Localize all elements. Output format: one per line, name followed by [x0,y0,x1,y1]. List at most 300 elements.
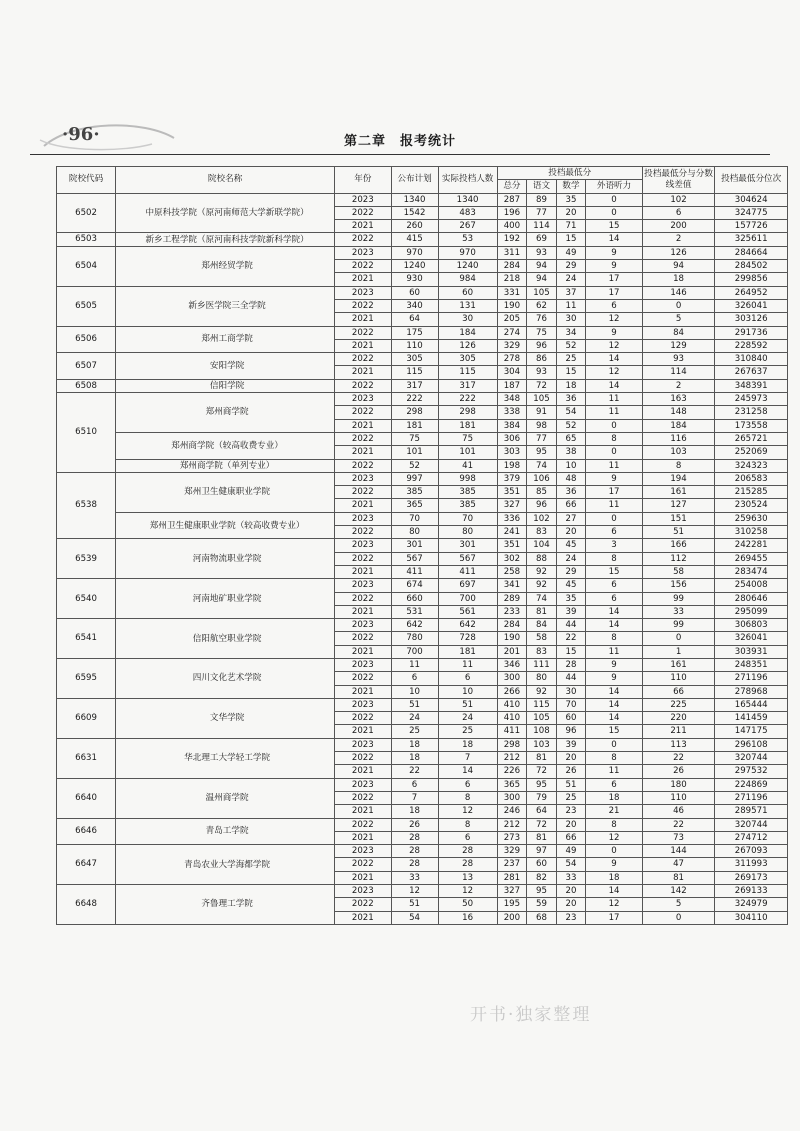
cell-rank: 297532 [715,765,788,778]
cell-actual: 998 [438,472,497,485]
cell-plan: 1542 [391,206,438,219]
cell-chinese: 92 [527,685,557,698]
cell-plan: 6 [391,778,438,791]
cell-diff: 66 [642,685,715,698]
cell-year: 2022 [335,672,391,685]
cell-chinese: 88 [527,552,557,565]
cell-code: 6510 [57,393,116,473]
cell-total: 306 [497,432,527,445]
cell-total: 187 [497,379,527,392]
cell-total: 198 [497,459,527,472]
cell-rank: 254008 [715,579,788,592]
cell-plan: 75 [391,432,438,445]
cell-plan: 365 [391,499,438,512]
cell-diff: 26 [642,765,715,778]
cell-code: 6538 [57,472,116,538]
cell-plan: 10 [391,685,438,698]
cell-math: 48 [556,472,586,485]
cell-plan: 997 [391,472,438,485]
cell-year: 2021 [335,605,391,618]
cell-total: 246 [497,805,527,818]
cell-plan: 385 [391,486,438,499]
cell-math: 29 [556,260,586,273]
cell-total: 336 [497,512,527,525]
cell-actual: 6 [438,672,497,685]
cell-math: 27 [556,512,586,525]
cell-total: 201 [497,645,527,658]
cell-plan: 18 [391,738,438,751]
table-row [57,698,788,711]
cell-actual: 385 [438,499,497,512]
table-row [57,619,788,632]
cell-math: 20 [556,752,586,765]
cell-diff: 146 [642,286,715,299]
table-row [57,778,788,791]
cell-year: 2022 [335,818,391,831]
cell-actual: 75 [438,432,497,445]
cell-year: 2021 [335,419,391,432]
cell-listening: 9 [586,326,642,339]
cell-total: 400 [497,220,527,233]
cell-math: 54 [556,858,586,871]
table-body [57,193,788,924]
cell-year: 2022 [335,432,391,445]
cell-rank: 320744 [715,818,788,831]
cell-math: 20 [556,818,586,831]
cell-chinese: 76 [527,313,557,326]
table-row [57,539,788,552]
cell-rank: 157726 [715,220,788,233]
cell-chinese: 94 [527,260,557,273]
cell-plan: 24 [391,712,438,725]
cell-plan: 28 [391,831,438,844]
cell-total: 327 [497,499,527,512]
cell-math: 96 [556,725,586,738]
cell-rank: 291736 [715,326,788,339]
cell-total: 304 [497,366,527,379]
cell-rank: 299856 [715,273,788,286]
cell-listening: 14 [586,605,642,618]
cell-rank: 324323 [715,459,788,472]
cell-total: 384 [497,419,527,432]
cell-total: 241 [497,526,527,539]
cell-total: 274 [497,326,527,339]
cell-actual: 80 [438,526,497,539]
cell-diff: 84 [642,326,715,339]
cell-diff: 51 [642,526,715,539]
cell-diff: 0 [642,299,715,312]
cell-actual: 10 [438,685,497,698]
page-header [30,118,770,158]
page-number: ·96· [62,124,100,145]
cell-plan: 6 [391,672,438,685]
cell-math: 22 [556,632,586,645]
cell-chinese: 60 [527,858,557,871]
cell-actual: 181 [438,645,497,658]
col-header-code: 院校代码 [57,167,116,194]
cell-chinese: 81 [527,752,557,765]
cell-plan: 115 [391,366,438,379]
cell-year: 2022 [335,526,391,539]
cell-listening: 6 [586,526,642,539]
cell-math: 66 [556,499,586,512]
cell-actual: 1240 [438,260,497,273]
cell-rank: 295099 [715,605,788,618]
cell-plan: 317 [391,379,438,392]
cell-actual: 267 [438,220,497,233]
cell-listening: 9 [586,672,642,685]
cell-total: 341 [497,579,527,592]
cell-actual: 1340 [438,193,497,206]
cell-listening: 17 [586,273,642,286]
cell-total: 237 [497,858,527,871]
cell-chinese: 92 [527,579,557,592]
cell-listening: 8 [586,432,642,445]
cell-chinese: 83 [527,645,557,658]
cell-actual: 298 [438,406,497,419]
cell-total: 273 [497,831,527,844]
cell-chinese: 64 [527,805,557,818]
cell-year: 2021 [335,313,391,326]
cell-listening: 8 [586,632,642,645]
cell-diff: 47 [642,858,715,871]
cell-plan: 7 [391,791,438,804]
cell-chinese: 114 [527,220,557,233]
cell-actual: 6 [438,778,497,791]
cell-rank: 141459 [715,712,788,725]
cell-math: 44 [556,672,586,685]
cell-year: 2023 [335,286,391,299]
cell-diff: 161 [642,658,715,671]
cell-plan: 301 [391,539,438,552]
cell-math: 18 [556,379,586,392]
cell-listening: 6 [586,778,642,791]
cell-year: 2021 [335,685,391,698]
cell-rank: 271196 [715,791,788,804]
table-row [57,738,788,751]
cell-school-name: 郑州商学院（较高收费专业） [116,432,335,459]
cell-chinese: 105 [527,286,557,299]
cell-year: 2023 [335,619,391,632]
cell-chinese: 89 [527,193,557,206]
cell-year: 2023 [335,246,391,259]
cell-math: 49 [556,845,586,858]
cell-rank: 267093 [715,845,788,858]
cell-math: 24 [556,273,586,286]
cell-total: 410 [497,712,527,725]
cell-total: 300 [497,672,527,685]
cell-rank: 242281 [715,539,788,552]
table-row [57,845,788,858]
cell-year: 2021 [335,645,391,658]
cell-math: 49 [556,246,586,259]
cell-plan: 260 [391,220,438,233]
cell-listening: 14 [586,619,642,632]
cell-diff: 81 [642,871,715,884]
cell-school-name: 郑州商学院（单列专业） [116,459,335,472]
col-header-math: 数学 [556,180,586,193]
cell-diff: 93 [642,353,715,366]
cell-rank: 326041 [715,632,788,645]
cell-listening: 9 [586,658,642,671]
cell-chinese: 105 [527,393,557,406]
cell-total: 365 [497,778,527,791]
cell-year: 2022 [335,632,391,645]
cell-year: 2021 [335,446,391,459]
cell-plan: 25 [391,725,438,738]
cell-year: 2023 [335,579,391,592]
cell-chinese: 96 [527,339,557,352]
cell-diff: 211 [642,725,715,738]
cell-school-name: 河南地矿职业学院 [116,579,335,619]
cell-diff: 126 [642,246,715,259]
cell-school-name: 华北理工大学轻工学院 [116,738,335,778]
cell-math: 52 [556,419,586,432]
cell-math: 20 [556,898,586,911]
cell-diff: 99 [642,592,715,605]
cell-diff: 103 [642,446,715,459]
table-row [57,432,788,445]
cell-actual: 970 [438,246,497,259]
cell-plan: 33 [391,871,438,884]
cell-listening: 11 [586,645,642,658]
table-row [57,379,788,392]
cell-year: 2023 [335,472,391,485]
cell-actual: 28 [438,845,497,858]
cell-chinese: 75 [527,326,557,339]
cell-actual: 24 [438,712,497,725]
cell-code: 6503 [57,233,116,246]
cell-plan: 18 [391,805,438,818]
cell-listening: 18 [586,871,642,884]
cell-listening: 9 [586,260,642,273]
cell-chinese: 58 [527,632,557,645]
cell-math: 36 [556,393,586,406]
cell-math: 45 [556,579,586,592]
cell-school-name: 郑州卫生健康职业学院（较高收费专业） [116,512,335,539]
cell-listening: 14 [586,685,642,698]
cell-total: 411 [497,725,527,738]
cell-diff: 151 [642,512,715,525]
cell-total: 200 [497,911,527,924]
cell-code: 6595 [57,658,116,698]
cell-plan: 175 [391,326,438,339]
cell-actual: 561 [438,605,497,618]
cell-actual: 53 [438,233,497,246]
cell-math: 29 [556,565,586,578]
cell-actual: 12 [438,885,497,898]
cell-actual: 126 [438,339,497,352]
cell-diff: 1 [642,645,715,658]
cell-chinese: 95 [527,446,557,459]
cell-total: 351 [497,486,527,499]
cell-rank: 245973 [715,393,788,406]
cell-year: 2021 [335,339,391,352]
cell-math: 66 [556,831,586,844]
cell-rank: 303126 [715,313,788,326]
cell-diff: 180 [642,778,715,791]
cell-chinese: 102 [527,512,557,525]
cell-listening: 12 [586,831,642,844]
cell-actual: 70 [438,512,497,525]
cell-listening: 8 [586,818,642,831]
cell-code: 6647 [57,845,116,885]
cell-school-name: 信阳学院 [116,379,335,392]
cell-diff: 102 [642,193,715,206]
cell-total: 338 [497,406,527,419]
cell-listening: 17 [586,286,642,299]
cell-math: 37 [556,286,586,299]
cell-school-name: 中原科技学院（原河南师范大学新联学院） [116,193,335,233]
cell-plan: 80 [391,526,438,539]
cell-listening: 11 [586,459,642,472]
cell-rank: 304624 [715,193,788,206]
cell-diff: 6 [642,206,715,219]
cell-chinese: 83 [527,526,557,539]
admission-stats-table [56,166,788,925]
cell-year: 2022 [335,712,391,725]
cell-year: 2023 [335,512,391,525]
cell-math: 44 [556,619,586,632]
cell-code: 6507 [57,353,116,380]
cell-rank: 311993 [715,858,788,871]
cell-chinese: 72 [527,818,557,831]
cell-total: 298 [497,738,527,751]
cell-listening: 14 [586,353,642,366]
cell-actual: 14 [438,765,497,778]
cell-plan: 26 [391,818,438,831]
cell-plan: 411 [391,565,438,578]
cell-listening: 0 [586,206,642,219]
cell-listening: 12 [586,339,642,352]
cell-code: 6502 [57,193,116,233]
col-header-rank: 投档最低分位次 [715,167,788,194]
cell-listening: 17 [586,911,642,924]
cell-year: 2023 [335,845,391,858]
cell-math: 15 [556,366,586,379]
cell-diff: 0 [642,632,715,645]
cell-rank: 228592 [715,339,788,352]
cell-chinese: 115 [527,698,557,711]
cell-plan: 28 [391,858,438,871]
cell-school-name: 齐鲁理工学院 [116,885,335,925]
cell-actual: 16 [438,911,497,924]
cell-rank: 264952 [715,286,788,299]
cell-rank: 230524 [715,499,788,512]
cell-school-name: 安阳学院 [116,353,335,380]
cell-actual: 13 [438,871,497,884]
cell-math: 71 [556,220,586,233]
cell-math: 15 [556,233,586,246]
cell-math: 33 [556,871,586,884]
cell-listening: 15 [586,220,642,233]
cell-plan: 181 [391,419,438,432]
cell-plan: 12 [391,885,438,898]
cell-math: 23 [556,805,586,818]
cell-diff: 0 [642,911,715,924]
cell-rank: 325611 [715,233,788,246]
cell-listening: 12 [586,313,642,326]
cell-diff: 200 [642,220,715,233]
cell-diff: 94 [642,260,715,273]
cell-listening: 0 [586,512,642,525]
cell-diff: 110 [642,672,715,685]
cell-rank: 206583 [715,472,788,485]
table-header-row [57,167,788,180]
cell-math: 25 [556,353,586,366]
cell-diff: 22 [642,752,715,765]
cell-rank: 284502 [715,260,788,273]
cell-diff: 58 [642,565,715,578]
cell-chinese: 77 [527,206,557,219]
cell-plan: 52 [391,459,438,472]
cell-year: 2022 [335,299,391,312]
table-row [57,353,788,366]
cell-actual: 728 [438,632,497,645]
cell-listening: 9 [586,246,642,259]
cell-listening: 0 [586,446,642,459]
cell-code: 6609 [57,698,116,738]
cell-plan: 642 [391,619,438,632]
cell-code: 6631 [57,738,116,778]
cell-actual: 567 [438,552,497,565]
cell-code: 6505 [57,286,116,326]
cell-actual: 50 [438,898,497,911]
cell-rank: 303931 [715,645,788,658]
cell-total: 287 [497,193,527,206]
cell-rank: 306803 [715,619,788,632]
cell-year: 2021 [335,725,391,738]
cell-plan: 54 [391,911,438,924]
table-row [57,885,788,898]
cell-code: 6540 [57,579,116,619]
cell-school-name: 文华学院 [116,698,335,738]
cell-chinese: 93 [527,366,557,379]
cell-chinese: 79 [527,791,557,804]
cell-actual: 28 [438,858,497,871]
cell-listening: 14 [586,233,642,246]
cell-school-name: 新乡工程学院（原河南科技学院新科学院） [116,233,335,246]
cell-plan: 298 [391,406,438,419]
col-header-min-group: 投档最低分 [497,167,642,180]
cell-actual: 41 [438,459,497,472]
cell-actual: 131 [438,299,497,312]
cell-rank: 278968 [715,685,788,698]
cell-chinese: 86 [527,353,557,366]
table-row [57,246,788,259]
cell-math: 60 [556,712,586,725]
cell-year: 2022 [335,233,391,246]
cell-listening: 17 [586,486,642,499]
cell-plan: 51 [391,898,438,911]
cell-math: 65 [556,432,586,445]
cell-actual: 317 [438,379,497,392]
table-row [57,459,788,472]
cell-chinese: 108 [527,725,557,738]
cell-year: 2023 [335,778,391,791]
cell-plan: 110 [391,339,438,352]
cell-code: 6648 [57,885,116,925]
cell-year: 2021 [335,220,391,233]
cell-rank: 269455 [715,552,788,565]
cell-listening: 9 [586,858,642,871]
cell-actual: 642 [438,619,497,632]
cell-year: 2022 [335,858,391,871]
cell-actual: 12 [438,805,497,818]
table-row [57,512,788,525]
cell-plan: 674 [391,579,438,592]
cell-plan: 567 [391,552,438,565]
